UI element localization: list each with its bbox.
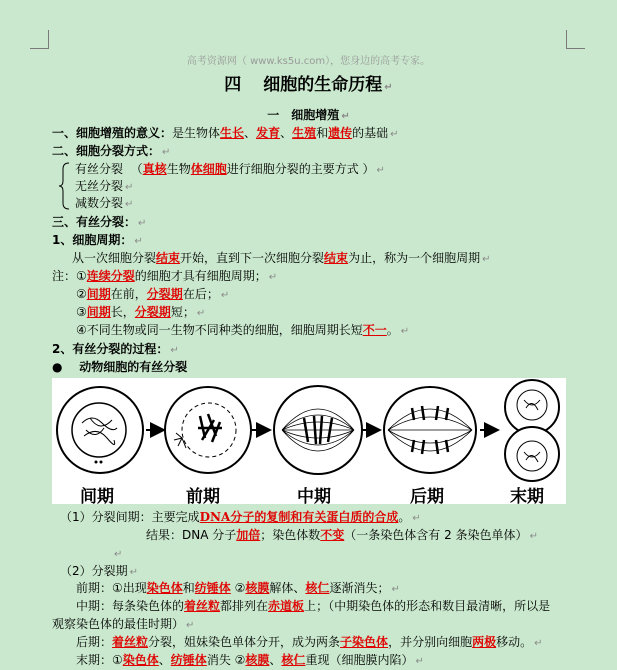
division-heading [52,143,170,161]
division-mitosis [75,161,385,179]
text: 都排列在 [220,599,269,613]
text: ④不同生物或同一生物不同种类的细胞，细胞周期长短 [76,323,363,337]
text: 。 [398,510,411,524]
text: 从一次细胞分裂 [72,251,157,265]
blank-line [112,545,122,563]
paragraph-mark-icon: ↵ [114,549,123,560]
keyword: 染色体 [146,581,183,595]
significance-heading: 一、细胞增殖的意义： [52,126,173,140]
paragraph-mark-icon: ↵ [129,567,139,578]
keyword: 染色体 [122,653,159,667]
text: 、 [269,653,282,667]
paragraph-mark-icon: ↵ [376,165,385,176]
cell-cycle-heading-text: 1、细胞周期： [52,233,133,247]
text: 和 [316,126,329,140]
stage-label-telophase: 末期 [510,487,544,507]
text: 在后； [182,287,219,301]
text: 结果：DNA 分子 [146,528,237,542]
keyword: 生殖 [292,126,317,140]
metaphase-cell [274,386,362,474]
keyword: 不变 [320,528,345,542]
text: 是生物体 [172,126,221,140]
text: 。 [386,323,399,337]
title-number: 四 [224,75,242,95]
paragraph-mark-icon: ↵ [384,82,393,93]
keyword: 不一 [362,323,387,337]
division-meiosis [75,195,133,213]
significance-line [52,125,399,143]
interphase-line-2 [146,527,538,545]
keyword: 间期 [86,305,111,319]
paragraph-mark-icon: ↵ [391,584,400,595]
paragraph-mark-icon: ↵ [125,199,134,210]
text: 重现（细胞膜内陷） [305,653,414,667]
keyword: 加倍 [236,528,261,542]
text: 观察染色体的最佳时期） [52,617,185,631]
interphase-cell [57,387,143,473]
division-heading-text: 二、细胞分裂方式： [52,144,161,158]
division-amitosis [75,178,133,196]
text: 为止，称为一个细胞周期 [348,251,481,265]
text: （一条染色体含有 2 条染色单体） [344,528,528,542]
text: ② [76,287,87,301]
text: 短； [170,305,195,319]
text: 末期：① [76,653,123,667]
text: 注：① [52,269,87,283]
text: 长， [110,305,135,319]
header-note: 高考资源网（ www.ks5u.com），您身边的高考专家。 [186,56,431,67]
page-title [0,74,617,99]
stage-label-prophase: 前期 [186,487,220,507]
mitosis-heading-text: 三、有丝分裂： [52,215,137,229]
mitotic-heading [60,563,138,581]
paragraph-mark-icon: ↵ [482,254,491,265]
text: 、 [158,653,171,667]
text: 减数分裂 [75,196,124,210]
anaphase-line [76,634,543,652]
text: ，并分别向细胞 [388,635,473,649]
paragraph-mark-icon: ↵ [138,218,147,229]
keyword: 分裂期 [146,287,183,301]
keyword: 纺锤体 [170,653,207,667]
keyword: 结束 [324,251,349,265]
text: ② [230,581,246,595]
keyword: 两极 [472,635,497,649]
keyword: 着丝粒 [112,635,149,649]
text: 和 [182,581,195,595]
note-2 [76,286,229,304]
keyword: 结束 [156,251,181,265]
paragraph-mark-icon: ↵ [170,345,179,356]
note-4 [76,322,409,340]
paragraph-mark-icon: ↵ [162,147,171,158]
text: 消失 ② [206,653,246,667]
text: 无丝分裂 [75,179,124,193]
paragraph-mark-icon: ↵ [125,182,134,193]
prophase-cell [165,387,251,473]
interphase-line-1 [60,509,421,527]
keyword: 生长 [220,126,245,140]
paragraph-mark-icon: ↵ [415,656,424,667]
metaphase-line [76,598,550,614]
paragraph-mark-icon: ↵ [534,638,543,649]
text: 上；（中期染色体的形态和数目最清晰，所以是 [304,599,551,613]
text: 解体、 [269,581,306,595]
subtitle-text: 一 细胞增殖 [267,108,340,122]
process-heading-text: 2、有丝分裂的过程： [52,342,169,356]
keyword: 发育 [256,126,281,140]
keyword: 体细胞 [190,162,227,176]
paragraph-mark-icon: ↵ [341,111,350,122]
anaphase-cell [384,387,476,473]
text: 生物 [166,162,191,176]
text: （ [130,162,143,176]
text: 中期：每条染色体的 [76,599,185,613]
paragraph-mark-icon: ↵ [196,308,206,319]
keyword: 着丝粒 [184,599,221,613]
paragraph-mark-icon: ↵ [400,326,410,337]
paragraph-mark-icon: ↵ [186,620,195,631]
stage-label-metaphase: 中期 [297,487,331,507]
text: 的细胞才具有细胞周期； [134,269,267,283]
animal-mitosis-text: 动物细胞的有丝分裂 [79,360,188,374]
paragraph-mark-icon: ↵ [268,272,278,283]
text: 、 [280,126,293,140]
mitosis-heading [52,214,146,232]
text: 的基础 [352,126,389,140]
text: 后期： [76,635,113,649]
metaphase-line-cont [52,616,194,634]
title-text: 细胞的生命历程 [263,75,383,95]
text: 逐渐消失； [329,581,390,595]
keyword: 子染色体 [340,635,389,649]
animal-mitosis-heading [52,359,187,375]
keyword: 核仁 [305,581,330,595]
keyword: 遗传 [328,126,353,140]
text: ；染色体数 [260,528,321,542]
keyword: 赤道板 [268,599,305,613]
keyword: 纺锤体 [194,581,231,595]
telophase-cell [505,380,559,481]
paragraph-mark-icon: ↵ [134,236,143,247]
text: （1）分裂间期：主要完成 [60,510,200,524]
cell-cycle-heading [52,232,143,250]
section-subtitle [0,107,617,125]
text: 前期：①出现 [76,581,147,595]
crop-mark-top-right [566,30,585,49]
text: ③ [76,305,87,319]
crop-mark-top-left [30,30,49,49]
text: 有丝分裂 [75,162,124,176]
note-3 [76,304,205,322]
text: 分裂，姐妹染色单体分开，成为两条 [148,635,341,649]
process-heading [52,341,179,359]
paragraph-mark-icon: ↵ [390,129,399,140]
mitotic-heading-text: （2）分裂期 [60,564,128,578]
keyword: 真核 [142,162,167,176]
paragraph-mark-icon: ↵ [529,531,538,542]
text: 、 [244,126,257,140]
bullet-icon: ● [52,360,63,374]
keyword: 连续分裂 [86,269,135,283]
text: 移动。 [496,635,533,649]
text: 在前， [110,287,147,301]
text: 开始，直到下一次细胞分裂 [180,251,325,265]
stage-label-anaphase: 后期 [410,487,444,507]
paragraph-mark-icon: ↵ [220,290,230,301]
paragraph-mark-icon: ↵ [412,513,421,524]
keyword: 核仁 [281,653,306,667]
note-1 [52,268,277,286]
text: 进行细胞分裂的主要方式 ） [226,162,375,176]
mitosis-stages-figure [52,378,566,507]
prophase-line [76,580,400,598]
keyword: DNA分子的复制和有关蛋白质的合成 [199,510,399,524]
keyword: 核膜 [245,581,270,595]
keyword: 分裂期 [134,305,171,319]
stage-label-interphase: 间期 [80,487,114,507]
keyword: 间期 [86,287,111,301]
brace-icon [58,162,70,210]
telophase-line [76,652,424,670]
keyword: 核膜 [245,653,270,667]
cell-cycle-definition [72,250,490,268]
